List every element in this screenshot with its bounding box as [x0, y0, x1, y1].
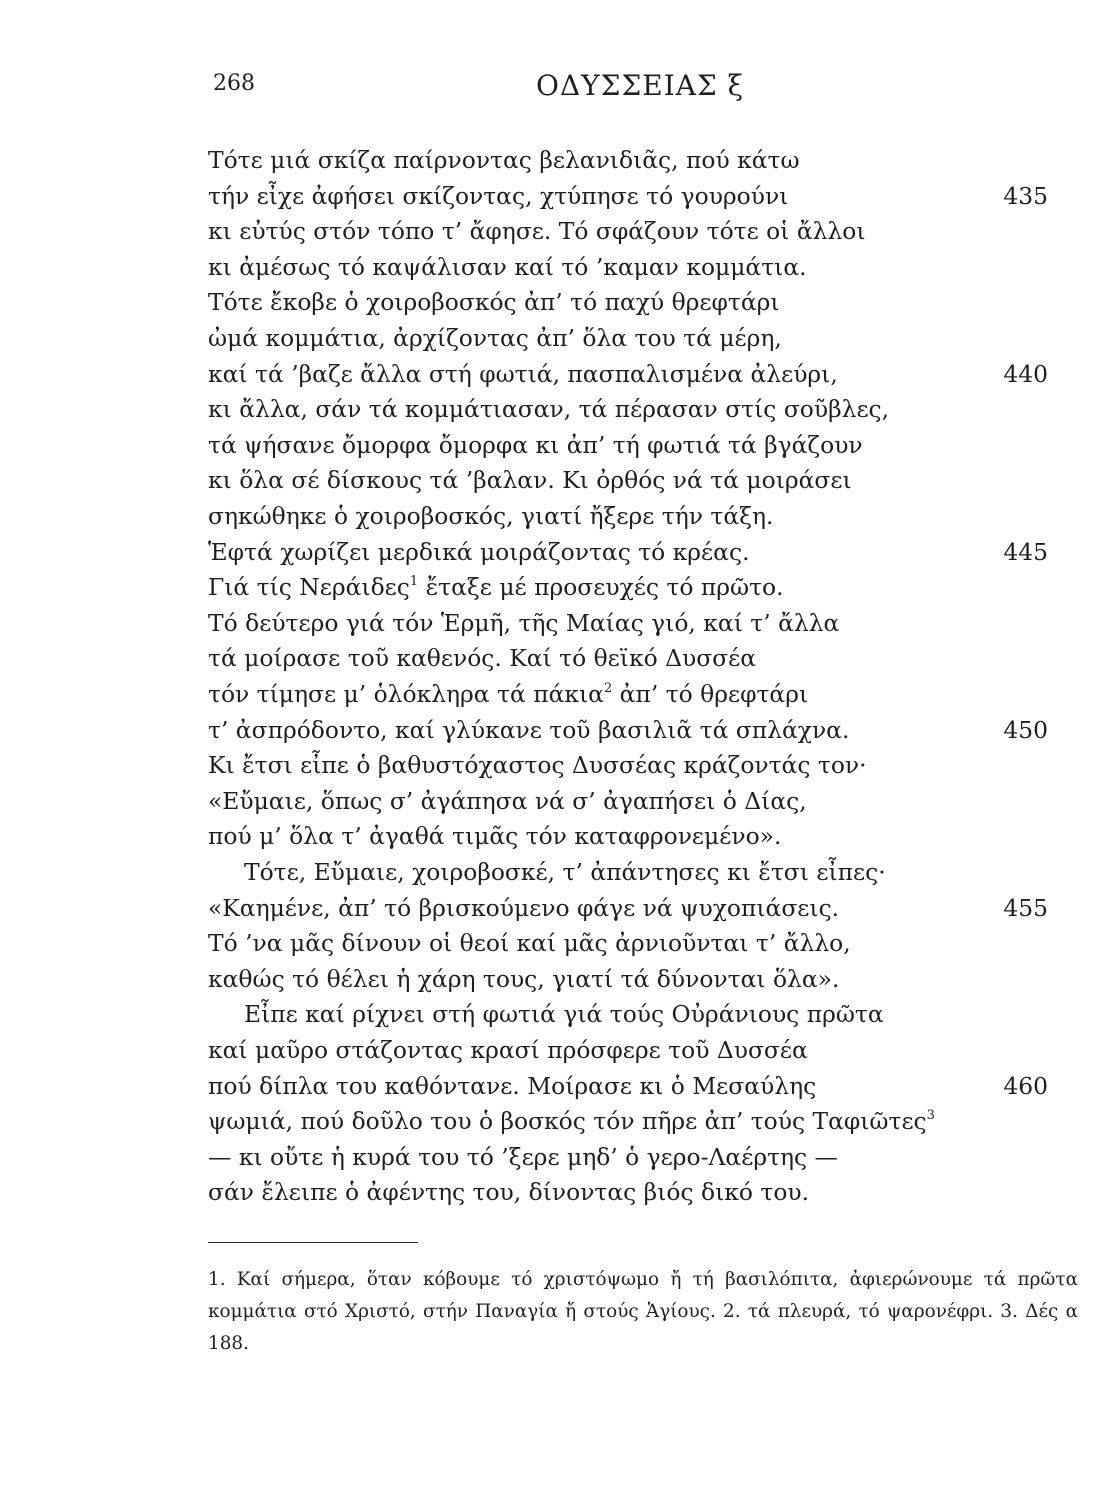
line-number: 435	[1003, 182, 1048, 210]
verse-line	[208, 534, 750, 570]
verse-text-continued: ἔταξε μέ προσευχές τό πρῶτο.	[418, 573, 784, 601]
verse-text: τά ψήσανε ὄμορφα ὄμορφα κι ἀπ’ τή φωτιά τά βγάζουν	[208, 431, 863, 459]
verse-text: κι ἀμέσως τό καψάλισαν καί τό ’καμαν κομμάτια.	[208, 253, 807, 281]
line-number: 455	[1003, 894, 1048, 922]
footnote-marker: 1	[409, 574, 419, 589]
verse-line	[208, 391, 889, 427]
verse-text: καί τά ’βαζε ἄλλα στή φωτιά, πασπαλισμένα ἀλεύρι,	[208, 360, 838, 388]
verse-text: κι ἄλλα, σάν τά κομμάτιασαν, τά πέρασαν στίς σοῦβλες,	[208, 395, 890, 423]
verse-text: Τό ’να μᾶς δίνουν οἱ θεοί καί μᾶς ἀρνιοῦνται τ’ ἄλλο,	[208, 929, 851, 957]
verse-line	[208, 320, 782, 356]
footnote-marker: 2	[603, 681, 613, 696]
verse-line	[208, 925, 851, 961]
verse-text: Εἶπε καί ρίχνει στή φωτιά γιά τούς Οὐράνιους πρῶτα	[244, 1000, 884, 1028]
verse-text: Τότε μιά σκίζα παίρνοντας βελανιδιᾶς, πού κάτω	[208, 146, 800, 174]
verse-line	[208, 1103, 935, 1139]
verse-line	[208, 1139, 838, 1175]
verse-line	[208, 1068, 816, 1104]
verse-line	[208, 605, 839, 641]
verse-line	[208, 498, 773, 534]
footnotes: 1. Καί σήμερα, ὅταν κόβουμε τό χριστόψωμο ἤ τή βασιλόπιτα, ἀφιερώνουμε τά πρῶτα κομμάτια στό Χριστό, στήν Παναγία ἤ στούς Ἁγίους. 2. τά πλευρά, τό ψαρονέφρι. 3. Δές α 188.	[208, 1269, 1078, 1354]
verse-line	[208, 1032, 808, 1068]
footnote-rule	[208, 1242, 418, 1243]
verse-text: Ἑφτά χωρίζει μερδικά μοιράζοντας τό κρέας.	[208, 538, 750, 566]
verse-line	[208, 961, 839, 997]
verse-line	[208, 712, 849, 748]
verse-line	[208, 747, 867, 783]
verse-line	[244, 854, 886, 890]
line-number: 450	[1003, 716, 1048, 744]
verse-line	[208, 213, 866, 249]
verse-line	[208, 640, 756, 676]
verse-line	[208, 249, 807, 285]
footnote-marker: 3	[926, 1108, 935, 1123]
verse-text: σηκώθηκε ὁ χοιροβοσκός, γιατί ἤξερε τήν τάξη.	[208, 502, 774, 530]
verse-text: «Καημένε, ἀπ’ τό βρισκούμενο φάγε νά ψυχοπιάσεις.	[208, 894, 840, 922]
verse-text: κι ὅλα σέ δίσκους τά ’βαλαν. Κι ὀρθός νά τά μοιράσει	[208, 466, 852, 494]
verse-text: Κι ἔτσι εἶπε ὁ βαθυστόχαστος Δυσσέας κράζοντάς τον·	[208, 751, 867, 779]
verse-text: Τότε, Εὔμαιε, χοιροβοσκέ, τ’ ἀπάντησες κι ἔτσι εἶπες·	[244, 858, 886, 886]
line-number: 460	[1003, 1072, 1048, 1100]
verse-text: τόν τίμησε μ’ ὁλόκληρα τά πάκια	[208, 680, 604, 708]
verse-text: πού μ’ ὅλα τ’ ἀγαθά τιμᾶς τόν καταφρονεμένο».	[208, 822, 782, 850]
verse-line	[208, 1174, 809, 1210]
verse-line	[208, 462, 852, 498]
verse-text: τήν εἶχε ἀφήσει σκίζοντας, χτύπησε τό γουρούνι	[208, 182, 789, 210]
verse-line	[208, 783, 807, 819]
verse-line	[208, 284, 780, 320]
verse-line	[208, 569, 784, 605]
verse-line	[208, 676, 808, 712]
verse-text: καί μαῦρο στάζοντας κρασί πρόσφερε τοῦ Δυσσέα	[208, 1036, 808, 1064]
line-number: 440	[1003, 360, 1048, 388]
verse-line	[208, 178, 788, 214]
verse-text-continued: ἀπ’ τό θρεφτάρι	[612, 680, 809, 708]
verse-text: τά μοίρασε τοῦ καθενός. Καί τό θεϊκό Δυσσέα	[208, 644, 757, 672]
verse-line	[208, 427, 863, 463]
verse-text: Γιά τίς Νεράιδες	[208, 573, 410, 601]
verse-line	[244, 996, 884, 1032]
verse-text: σάν ἔλειπε ὁ ἀφέντης του, δίνοντας βιός δικό του.	[208, 1178, 810, 1206]
verse-text: — κι οὔτε ἡ κυρά του τό ’ξερε μηδ’ ὁ γερο-Λαέρτης —	[208, 1143, 838, 1171]
verse-text: πού δίπλα του καθόντανε. Μοίρασε κι ὁ Μεσαύλης	[208, 1072, 817, 1100]
page-number: 268	[213, 71, 255, 96]
verse-line	[208, 356, 838, 392]
line-number: 445	[1003, 538, 1048, 566]
verse-text: καθώς τό θέλει ἡ χάρη τους, γιατί τά δύνονται ὅλα».	[208, 965, 840, 993]
verse-text: ὠμά κομμάτια, ἀρχίζοντας ἀπ’ ὅλα του τά μέρη,	[208, 324, 782, 352]
verse-text: ψωμιά, πού δοῦλο του ὁ βοσκός τόν πῆρε ἀπ’ τούς Ταφιῶτες	[208, 1107, 927, 1135]
verse-text: Τότε ἔκοβε ὁ χοιροβοσκός ἀπ’ τό παχύ θρεφτάρι	[208, 288, 780, 316]
running-head: ΟΔΥΣΣΕΙΑΣ ξ	[536, 69, 745, 102]
verse-line	[208, 818, 781, 854]
verse-text: «Εὔμαιε, ὅπως σ’ ἀγάπησα νά σ’ ἀγαπήσει ὁ Δίας,	[208, 787, 807, 815]
verse-text: τ’ ἀσπρόδοντο, καί γλύκανε τοῦ βασιλιᾶ τά σπλάχνα.	[208, 716, 850, 744]
verse-line	[208, 890, 839, 926]
verse-line	[208, 142, 800, 178]
verse-text: Τό δεύτερο γιά τόν Ἑρμῆ, τῆς Μαίας γιό, καί τ’ ἄλλα	[208, 609, 840, 637]
verse-text: κι εὐτύς στόν τόπο τ’ ἄφησε. Τό σφάζουν τότε οἱ ἄλλοι	[208, 217, 866, 245]
